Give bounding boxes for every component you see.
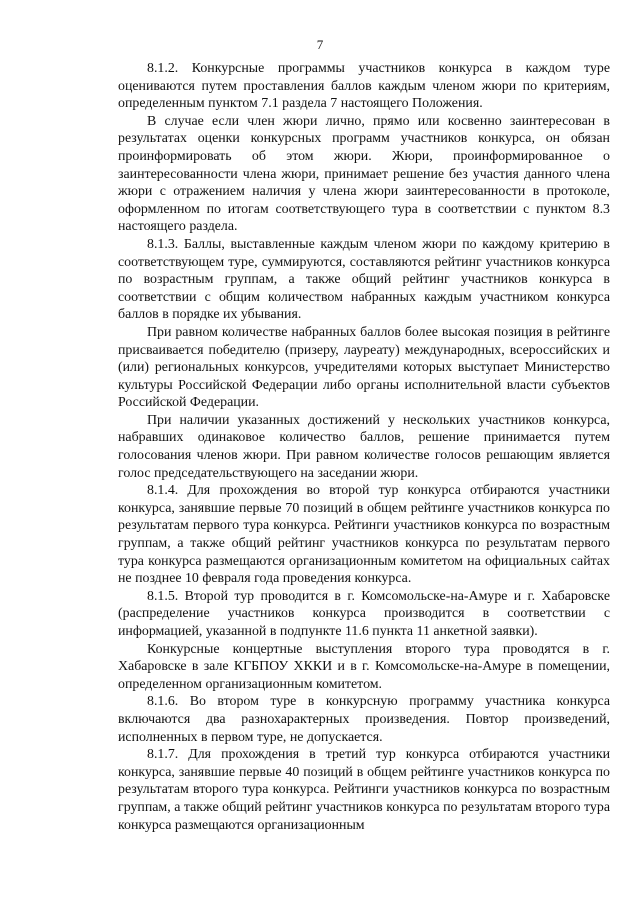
document-body: [118, 60, 610, 834]
paragraph-jury-interest: В случае если член жюри лично, прямо или косвенно заинтересован в результатах оценки конкурсных программ участников конкурса, он обязан проинформировать об этом жюри. Жюри, проинформированное о заинтересованности члена жюри, принимает решение без участия данного члена жюри с отражением наличия у члена жюри заинтересованности в протоколе, оформленном по итогам соответствующего тура в соответствии с пунктом 8.3 настоящего раздела.: [118, 113, 610, 235]
paragraph-8-1-3: 8.1.3. Баллы, выставленные каждым членом жюри по каждому критерию в соответствующем туре, суммируются, составляются рейтинг участников конкурса по возрастным группам, а также общий рейтинг участников конкурса в соответствии с общим количеством набранных каждым участником конкурса баллов в порядке их убывания.: [118, 236, 610, 323]
paragraph-equal-score: При равном количестве набранных баллов более высокая позиция в рейтинге присваивается победителю (призеру, лауреату) международных, всероссийских и (или) региональных конкурсов, учредителями которых выступает Министерство культуры Российской Федерации либо органы исполнительной власти субъектов Российской Федерации.: [118, 324, 610, 411]
paragraph-8-1-6: 8.1.6. Во втором туре в конкурсную программу участника конкурса включаются два разнохарактерных произведения. Повтор произведений, исполненных в первом туре, не допускается.: [118, 694, 610, 745]
page-number: 7: [316, 37, 324, 52]
paragraph-second-tour-venues: Конкурсные концертные выступления второго тура проводятся в г. Хабаровске в зале КГБПОУ ХККИ и в г. Комсомольске-на-Амуре в помещении, определенном организационным комитетом.: [118, 641, 610, 692]
paragraph-8-1-5: 8.1.5. Второй тур проводится в г. Комсомольске-на-Амуре и г. Хабаровске (распределение участников конкурса производится в соответствии с информацией, указанной в подпункте 11.6 пункта 11 анкетной заявки).: [118, 588, 610, 639]
paragraph-jury-vote: При наличии указанных достижений у нескольких участников конкурса, набравших одинаковое количество баллов, решение принимается путем голосования членов жюри. При равном количестве голосов решающим является голос председательствующего на заседании жюри.: [118, 412, 610, 481]
paragraph-8-1-4: 8.1.4. Для прохождения во второй тур конкурса отбираются участники конкурса, занявшие первые 70 позиций в общем рейтинге участников конкурса по результатам первого тура конкурса. Рейтинги участников конкурса по возрастным группам, а также общий рейтинг участников конкурса по результатам первого тура конкурса размещаются организационным комитетом на официальных сайтах не позднее 10 февраля года проведения конкурса.: [118, 483, 610, 587]
paragraph-8-1-7: 8.1.7. Для прохождения в третий тур конкурса отбираются участники конкурса, занявшие первые 40 позиций в общем рейтинге участников конкурса по результатам второго тура конкурса. Рейтинги участников конкурса по возрастным группам, а также общий рейтинг участников конкурса по результатам второго тура конкурса размещаются организационным: [118, 747, 610, 833]
paragraph-8-1-2: 8.1.2. Конкурсные программы участников конкурса в каждом туре оцениваются путем проставления баллов каждым членом жюри по критериям, определенным пунктом 7.1 раздела 7 настоящего Положения.: [118, 61, 610, 112]
